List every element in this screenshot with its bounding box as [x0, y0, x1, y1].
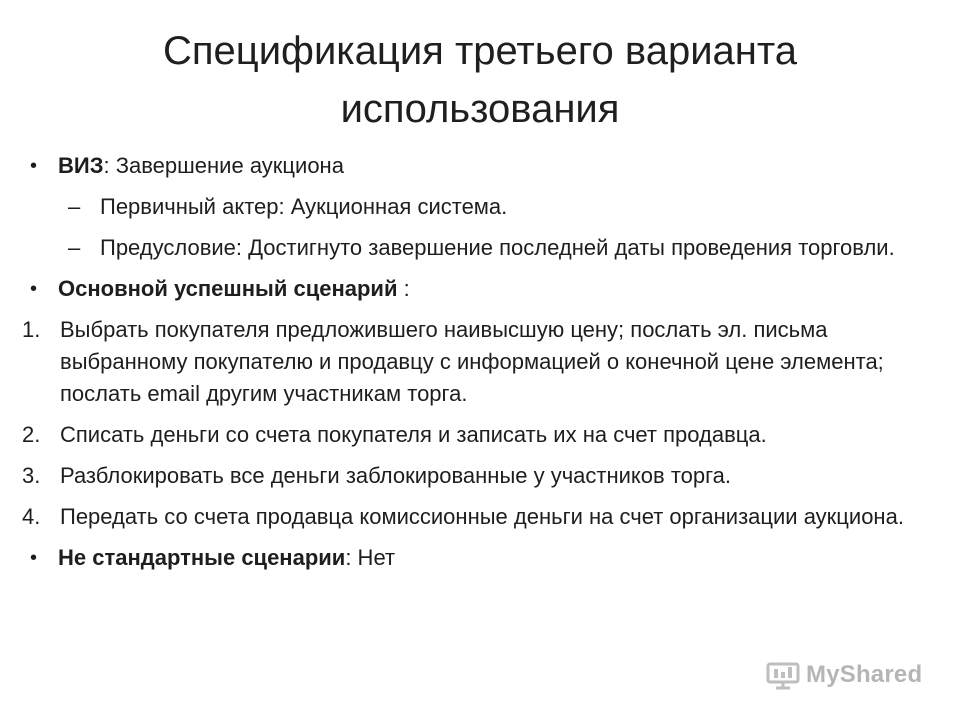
step-text: Списать деньги со счета покупателя и записать их на счет продавца. [60, 422, 767, 447]
bullet-marker: • [30, 155, 38, 177]
step-4 [22, 501, 928, 533]
presentation-icon [766, 660, 800, 690]
step-text: Выбрать покупателя предложившего наивысшую цену; послать эл. письма выбранному покупателю и продавцу с информацией о конечной цене элемента; послать email другим участникам торга. [60, 317, 884, 406]
watermark-logo [766, 657, 922, 693]
sub-precondition [28, 232, 928, 264]
step-number: 2. [22, 422, 41, 447]
dash-marker: – [68, 194, 81, 219]
use-case-label: ВИЗ [58, 153, 104, 178]
bullet-use-case [28, 150, 928, 182]
sub-primary-actor [28, 191, 928, 223]
step-3 [22, 460, 928, 492]
bullet-marker: • [30, 547, 38, 569]
bullet-main-scenario [28, 273, 928, 305]
alt-scenarios-text: : Нет [345, 545, 396, 570]
dash-marker: – [68, 235, 81, 260]
step-text: Разблокировать все деньги заблокированные у участников торга. [60, 463, 732, 488]
use-case-text: : Завершение аукциона [103, 153, 344, 178]
title-line-1: Спецификация третьего варианта [162, 29, 797, 73]
step-1 [22, 314, 928, 410]
bullet-alt-scenarios [28, 542, 928, 574]
alt-scenarios-label: Не стандартные сценарии [58, 545, 346, 570]
bullet-marker: • [30, 278, 38, 300]
main-scenario-label: Основной успешный сценарий [58, 276, 398, 301]
primary-actor-text: Первичный актер: Аукционная система. [100, 194, 508, 219]
step-text: Передать со счета продавца комиссионные деньги на счет организации аукциона. [60, 504, 904, 529]
step-number: 4. [22, 504, 41, 529]
step-number: 1. [22, 317, 41, 342]
precondition-text: Предусловие: Достигнуто завершение последней даты проведения торговли. [100, 235, 895, 260]
step-number: 3. [22, 463, 41, 488]
step-2 [22, 419, 928, 451]
main-scenario-suffix: : [397, 276, 410, 301]
title-line-2: использования [340, 87, 620, 131]
slide-title [60, 22, 900, 138]
watermark-text: MyShared [806, 661, 923, 688]
slide-content [22, 150, 928, 583]
